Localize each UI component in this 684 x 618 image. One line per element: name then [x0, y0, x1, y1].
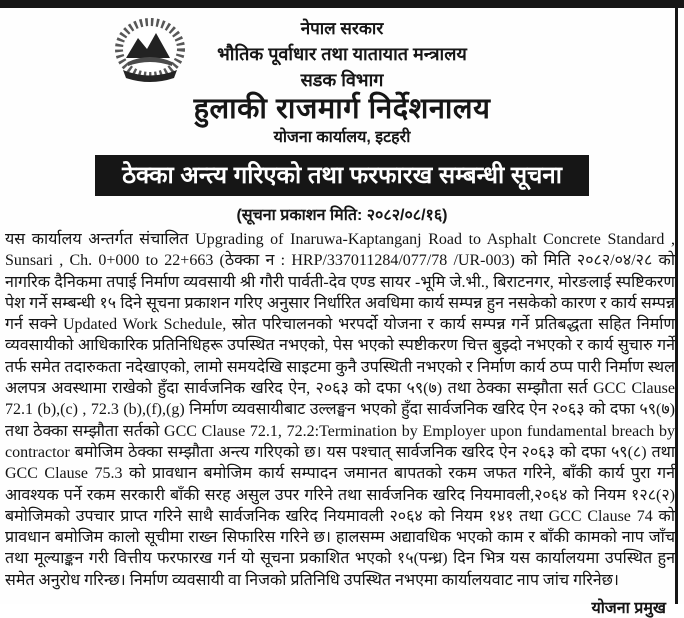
notice-title-banner	[95, 155, 589, 196]
right-border-line	[675, 0, 678, 604]
letterhead	[0, 0, 684, 148]
ministry-name: भौतिक पूर्वाधार तथा यातायात मन्त्रालय	[217, 44, 467, 64]
notice-body-text: यस कार्यालय अन्तर्गत संचालित Upgrading of Inaruwa-Kaptanganj Road to Asphalt Concrete Standard , Sunsari , Ch. 0+000 to 22+663 (ठेक्का न : HRP/337011284/077/78 /UR-003) को मिति २०८२/०४/२८ को नागरिक दैनिकमा तपाई निर्माण व्यवसायी श्री गौरी पार्वती-देव एण्ड सायर -भूमि जे.भी., बिराटनगर, मोरङलाई स्पष्टिकरण पेश गर्ने सम्बन्धी १५ दिने सूचना प्रकाशन गरिए अनुसार निर्धारित अवधिमा कार्य सम्पन्न हुन नसकेको कारण र कार्य सम्पन्न गर्न सक्ने Updated Work Schedule, स्रोत परिचालनको भरपर्दो योजना र कार्य सम्पन्न गर्ने प्रतिबद्धता सहित निर्माण व्यवसायीको आधिकारिक प्रतिनिधिहरू उपस्थित नभएको, पेस भएको स्पष्टीकरण चित्त बुझ्दो नभएको र कार्य सुचारु गर्ने तर्फ समेत तदारुकता नदेखाएको, लामो समयदेखि साइटमा कुनै उपस्थिती नभएको र निर्माण कार्य ठप्प पारी निर्माण स्थल अलपत्र अवस्थामा राखेको हुँदा सार्वजनिक खरिद ऐन, २०६३ को दफा ५९(७) तथा ठेक्का सम्झौता सर्त GCC Clause 72.1 (b),(c) , 72.3 (b),(f),(g) निर्माण व्यवसायीबाट उल्लङ्घन भएको हुँदा सार्वजनिक खरिद ऐन २०६३ को दफा ५९(७) तथा ठेक्का सम्झौता सर्तको GCC Clause 72.1, 72.2:Termination by Employer upon fundamental breach by contractor बमोजिम ठेक्का सम्झौता अन्त्य गरिएको छ। यस पश्चात् सार्वजनिक खरिद ऐन २०६३ को दफा ५९(८) तथा GCC Clause 75.3 को प्रावधान बमोजिम कार्य सम्पादन जमानत बापतको रकम जफत गरिने, बाँकी कार्य पुरा गर्न आवश्यक पर्ने रकम सरकारी बाँकी सरह असुल उपर गरिने तथा सार्वजनिक खरिद नियमावली,२०६४ को नियम १२८(२) बमोजिमको उपचार प्राप्त गरिने साथै सार्वजनिक खरिद नियमावली २०६४ को नियम १४१ तथा GCC Clause 74 को प्रावधान बमोजिम कालो सूचीमा राख्न सिफारिस गरिने छ। हालसम्म अद्यावधिक भएको काम र बाँकी कामको नाप जाँच तथा मूल्याङ्कन गरी वित्तीय फरफारख गर्न यो सूचना प्रकाशित भएको १५(पन्ध्र) दिन भित्र यस कार्यालयमा उपस्थित हुन समेत अनुरोध गरिन्छ। निर्माण व्यवसायी वा निजको प्रतिनिधि उपस्थित नभएमा कार्यालयवाट नाप जांच गरिनेछ।	[5, 231, 675, 589]
department-name: सडक विभाग	[300, 70, 384, 90]
directorate-name: हुलाकी राजमार्ग निर्देशनालय	[193, 93, 491, 125]
publish-date-line: (सूचना प्रकाशन मिति: २०८२/०८/१६)	[236, 207, 448, 224]
notice-title: ठेक्का अन्त्य गरिएको तथा फरफारख सम्बन्धी सूचना	[122, 162, 562, 189]
office-name: योजना कार्यालय, इटहरी	[273, 129, 411, 146]
signatory-title: योजना प्रमुख	[591, 600, 666, 618]
government-title: नेपाल सरकार	[300, 19, 384, 38]
nepal-government-emblem-icon	[110, 16, 190, 90]
top-border-band	[0, 0, 684, 8]
